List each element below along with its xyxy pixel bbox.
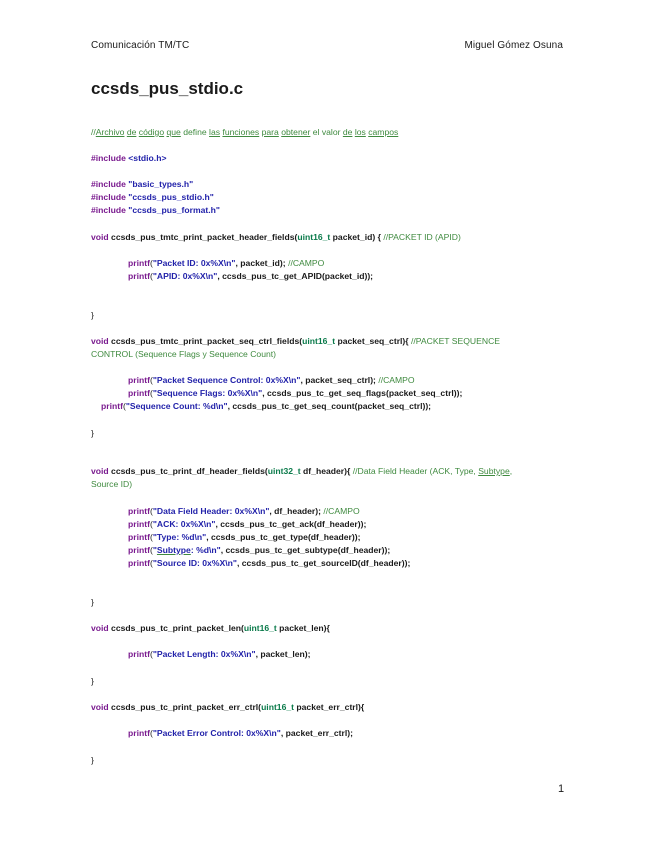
include-line: #include "ccsds_pus_stdio.h" bbox=[91, 192, 214, 202]
printf-line: printf("Packet Length: 0x%X\n", packet_len); bbox=[128, 649, 311, 659]
printf-line: printf("Type: %d\n", ccsds_pus_tc_get_type(df_header)); bbox=[128, 532, 361, 542]
page-number: 1 bbox=[558, 783, 565, 795]
printf-line: printf("APID: 0x%X\n", ccsds_pus_tc_get_APID(packet_id)); bbox=[128, 271, 374, 281]
comment-continuation: Source ID) bbox=[91, 479, 133, 489]
file-comment: //Archivo de código que define las funciones para obtener el valor de los campos bbox=[91, 127, 399, 137]
printf-line: printf("Sequence Flags: 0x%X\n", ccsds_pus_tc_get_seq_flags(packet_seq_ctrl)); bbox=[128, 388, 463, 398]
include-line: #include "ccsds_pus_format.h" bbox=[91, 205, 220, 215]
printf-line: printf("Packet Error Control: 0x%X\n", packet_err_ctrl); bbox=[128, 728, 354, 738]
printf-line: printf("Source ID: 0x%X\n", ccsds_pus_tc_get_sourceID(df_header)); bbox=[128, 558, 411, 568]
printf-line: printf("Packet ID: 0x%X\n", packet_id); //CAMPO bbox=[128, 258, 325, 268]
function-signature: void ccsds_pus_tc_print_df_header_fields(uint32_t df_header){ //Data Field Header (ACK, Type, Subtype, bbox=[91, 466, 513, 476]
printf-line: printf("Packet Sequence Control: 0x%X\n", packet_seq_ctrl); //CAMPO bbox=[128, 375, 415, 385]
include-line: #include "basic_types.h" bbox=[91, 179, 194, 189]
function-signature: void ccsds_pus_tc_print_packet_len(uint16_t packet_len){ bbox=[91, 623, 330, 633]
function-signature: void ccsds_pus_tmtc_print_packet_header_fields(uint16_t packet_id) { //PACKET ID (APID) bbox=[91, 232, 461, 242]
header-left: Comunicación TM/TC bbox=[91, 40, 190, 51]
comment-continuation: CONTROL (Sequence Flags y Sequence Count) bbox=[91, 349, 277, 359]
closing-brace: } bbox=[91, 428, 94, 438]
printf-line: printf("Sequence Count: %d\n", ccsds_pus_tc_get_seq_count(packet_seq_ctrl)); bbox=[101, 401, 432, 411]
document-title: ccsds_pus_stdio.c bbox=[91, 79, 244, 98]
header-right: Miguel Gómez Osuna bbox=[464, 40, 563, 51]
printf-line: printf("Data Field Header: 0x%X\n", df_header); //CAMPO bbox=[128, 506, 360, 516]
printf-line: printf("Subtype: %d\n", ccsds_pus_tc_get_subtype(df_header)); bbox=[128, 545, 391, 555]
closing-brace: } bbox=[91, 676, 94, 686]
closing-brace: } bbox=[91, 755, 94, 765]
include-line: #include <stdio.h> bbox=[91, 153, 167, 163]
function-signature: void ccsds_pus_tc_print_packet_err_ctrl(uint16_t packet_err_ctrl){ bbox=[91, 702, 365, 712]
closing-brace: } bbox=[91, 597, 94, 607]
printf-line: printf("ACK: 0x%X\n", ccsds_pus_tc_get_ack(df_header)); bbox=[128, 519, 367, 529]
closing-brace: } bbox=[91, 310, 94, 320]
function-signature: void ccsds_pus_tmtc_print_packet_seq_ctrl_fields(uint16_t packet_seq_ctrl){ //PACKET SEQUENCE bbox=[91, 336, 501, 346]
